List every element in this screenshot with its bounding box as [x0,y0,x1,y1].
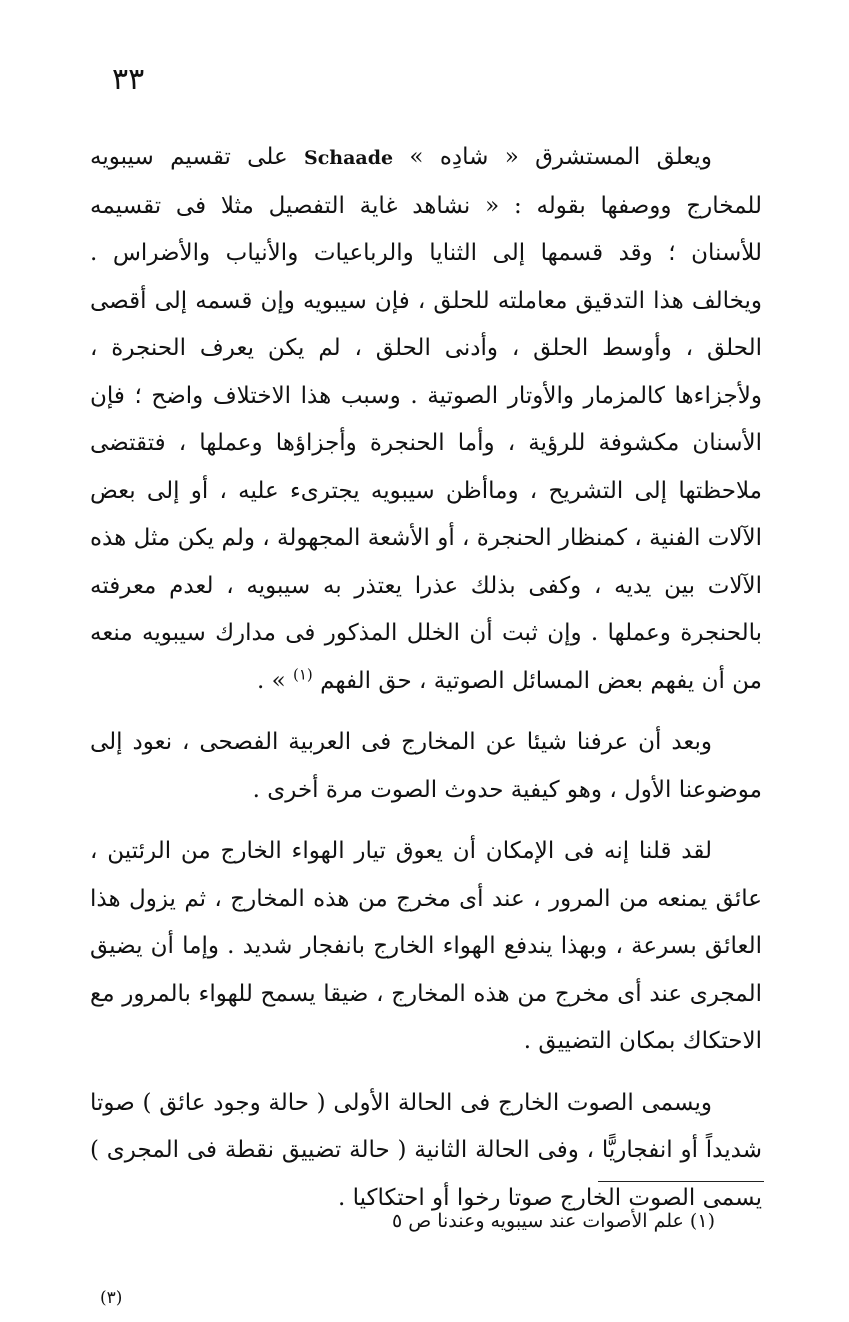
page-number: ٣٣ [112,62,145,97]
paragraph-2: وبعد أن عرفنا شيئا عن المخارج فى العربية الفصحى ، نعود إلى موضوعنا الأول ، وهو كيفية حدوث الصوت مرة أخرى . [90,729,762,803]
footnote-reference[interactable]: (١) [292,664,313,683]
footnote: (١) علم الأصوات عند سيبويه وعندنا ص ٥ [391,1210,715,1232]
paragraph-3: لقد قلنا إنه فى الإمكان أن يعوق تيار الهواء الخارج من الرئتين ، عائق يمنعه من المرور ، عند أى مخرج من هذه المخارج ، ثم يزول هذا العائق بسرعة ، وبهذا يندفع الهواء الخارج بانفجار شديد . وإما أن يضيق المجرى عند أى مخرج من هذه المخارج ، ضيقا يسمح للهواء بالمرور مع الاحتكاك بمكان التضييق . [90,838,762,1054]
paragraph-1-before: ويعلق المستشرق « شادِه » [393,144,712,170]
paragraph-1-after: على تقسيم سيبويه للمخارج ووصفها بقوله : « نشاهد غاية التفصيل مثلا فى تقسيمه للأسنان ؛ وقد قسمها إلى الثنايا والرباعيات والأنياب والأضراس . ويخالف هذا التدقيق معاملته للحلق ، فإن سيبويه وإن قسمه إلى أقصى الحلق ، وأوسط الحلق ، وأدنى الحلق ، لم يكن يعرف الحنجرة ، ولأجزاءها كالمزمار والأوتار الصوتية . وسبب هذا الاختلاف واضح ؛ فإن الأسنان مكشوفة للرؤية ، وأما الحنجرة وأجزاؤها وعملها ، فتقتضى ملاحظتها إلى التشريح ، وماأظن سيبويه يجترىء عليه ، أو إلى بعض الآلات الفنية ، كمنظار الحنجرة ، أو الأشعة المجهولة ، ولم يكن مثل هذه الآلات بين يديه ، وكفى بذلك عذرا يعتذر به سيبويه ، لعدم معرفته بالحنجرة وعملها . وإن ثبت أن الخلل المذكور فى مدارك سيبويه منعه من أن يفهم بعض المسائل الصوتية ، حق الفهم [90,144,762,694]
body-text [90,134,762,1222]
paragraph-1 [90,134,762,705]
paragraph-1-closing: » . [256,667,293,694]
latin-name-schaade: Schaade [304,147,394,169]
paragraph-4: ويسمى الصوت الخارج فى الحالة الأولى ( حالة وجود عائق ) صوتا شديداً أو انفجاريًّا ، وفى الحالة الثانية ( حالة تضييق نقطة فى المجرى ) يسمى الصوت الخارج صوتا رخوا أو احتكاكيا . [90,1089,762,1211]
footnote-divider [598,1181,764,1182]
signature-mark: (٣) [100,1288,123,1308]
